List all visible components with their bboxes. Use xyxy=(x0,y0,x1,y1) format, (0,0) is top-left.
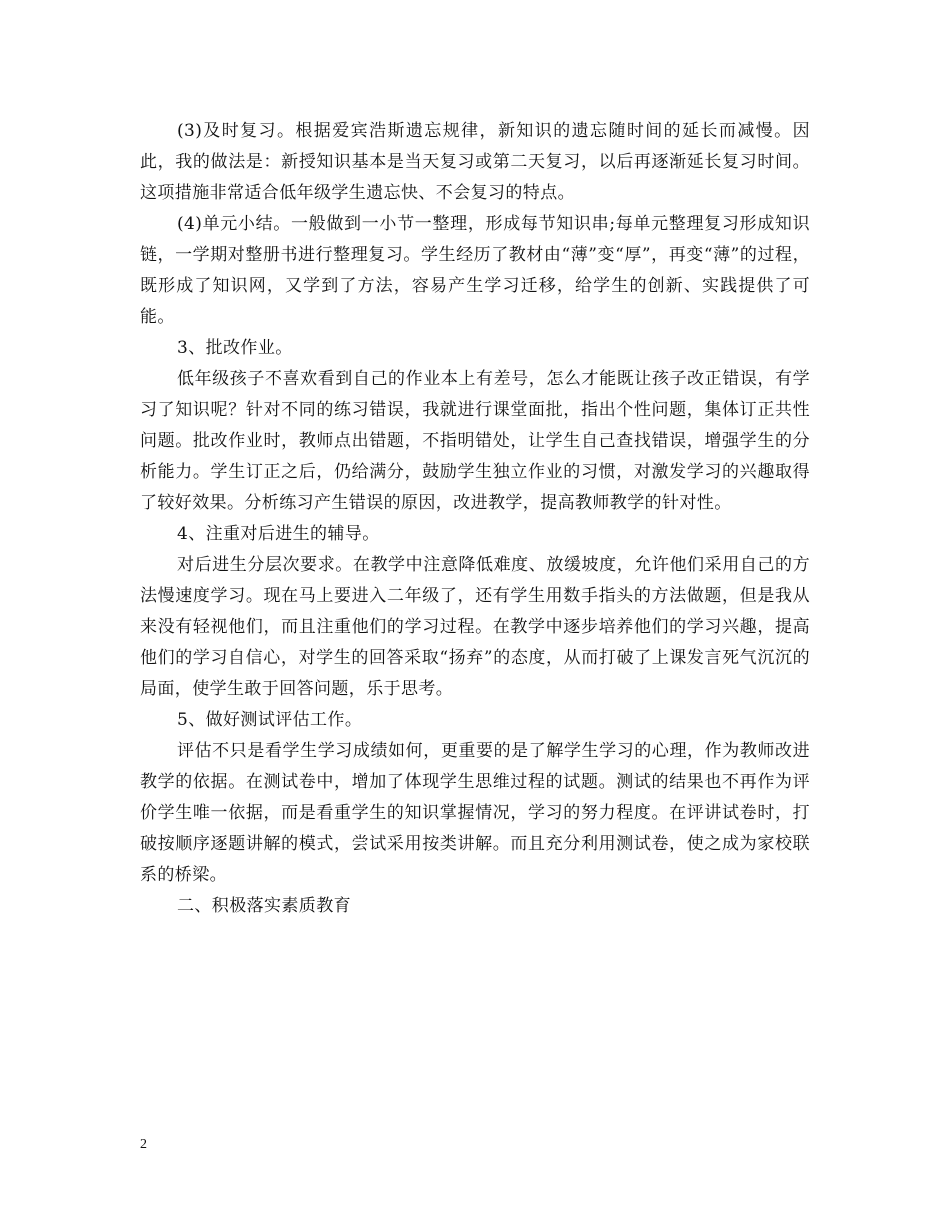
paragraph-grading-homework: 低年级孩子不喜欢看到自己的作业本上有差号，怎么才能既让孩子改正错误，有学习了知识呢？针对不同的练习错误，我就进行课堂面批，指出个性问题，集体订正共性问题。批改作业时，教师点出错题，不指明错处，让学生自己查找错误，增强学生的分析能力。学生订正之后，仍给满分，鼓励学生独立作业的习惯，对激发学习的兴趣取得了较好效果。分析练习产生错误的原因，改进教学，提高教师教学的针对性。 xyxy=(140,369,810,513)
page-number: 2 xyxy=(140,1137,147,1152)
paragraph-testing-evaluation: 评估不只是看学生学习成绩如何，更重要的是了解学生学习的心理，作为教师改进教学的依据。在测试卷中，增加了体现学生思维过程的试题。测试的结果也不再作为评价学生唯一依据，而是看重学生的知识掌握情况，学习的努力程度。在评讲试卷时，打破按顺序逐题讲解的模式，尝试采用按类讲解。而且充分利用测试卷，使之成为家校联系的桥梁。 xyxy=(140,741,810,885)
heading-grading-homework: 3、批改作业。 xyxy=(177,338,293,358)
paragraph-underachiever-tutoring: 对后进生分层次要求。在教学中注意降低难度、放缓坡度，允许他们采用自己的方法慢速度学习。现在马上要进入二年级了，还有学生用数手指头的方法做题，但是我从来没有轻视他们，而且注重他们的学习过程。在教学中逐步培养他们的学习兴趣，提高他们的学习自信心，对学生的回答采取“扬弃”的态度，从而打破了上课发言死气沉沉的局面，使学生敢于回答问题，乐于思考。 xyxy=(140,555,810,699)
document-body xyxy=(140,116,810,922)
heading-testing-evaluation: 5、做好测试评估工作。 xyxy=(177,710,363,730)
heading-underachiever-tutoring: 4、注重对后进生的辅导。 xyxy=(177,524,380,544)
section-heading-quality-education: 二、积极落实素质教育 xyxy=(177,896,351,916)
paragraph-unit-summary: (4)单元小结。一般做到一小节一整理，形成每节知识串;每单元整理复习形成知识链，一学期对整册书进行整理复习。学生经历了教材由“薄”变“厚”，再变“薄”的过程，既形成了知识网，又学到了方法，容易产生学习迁移，给学生的创新、实践提供了可能。 xyxy=(140,214,810,327)
paragraph-timely-review: (3)及时复习。根据爱宾浩斯遗忘规律，新知识的遗忘随时间的延长而减慢。因此，我的做法是：新授知识基本是当天复习或第二天复习，以后再逐渐延长复习时间。这项措施非常适合低年级学生遗忘快、不会复习的特点。 xyxy=(140,121,810,203)
